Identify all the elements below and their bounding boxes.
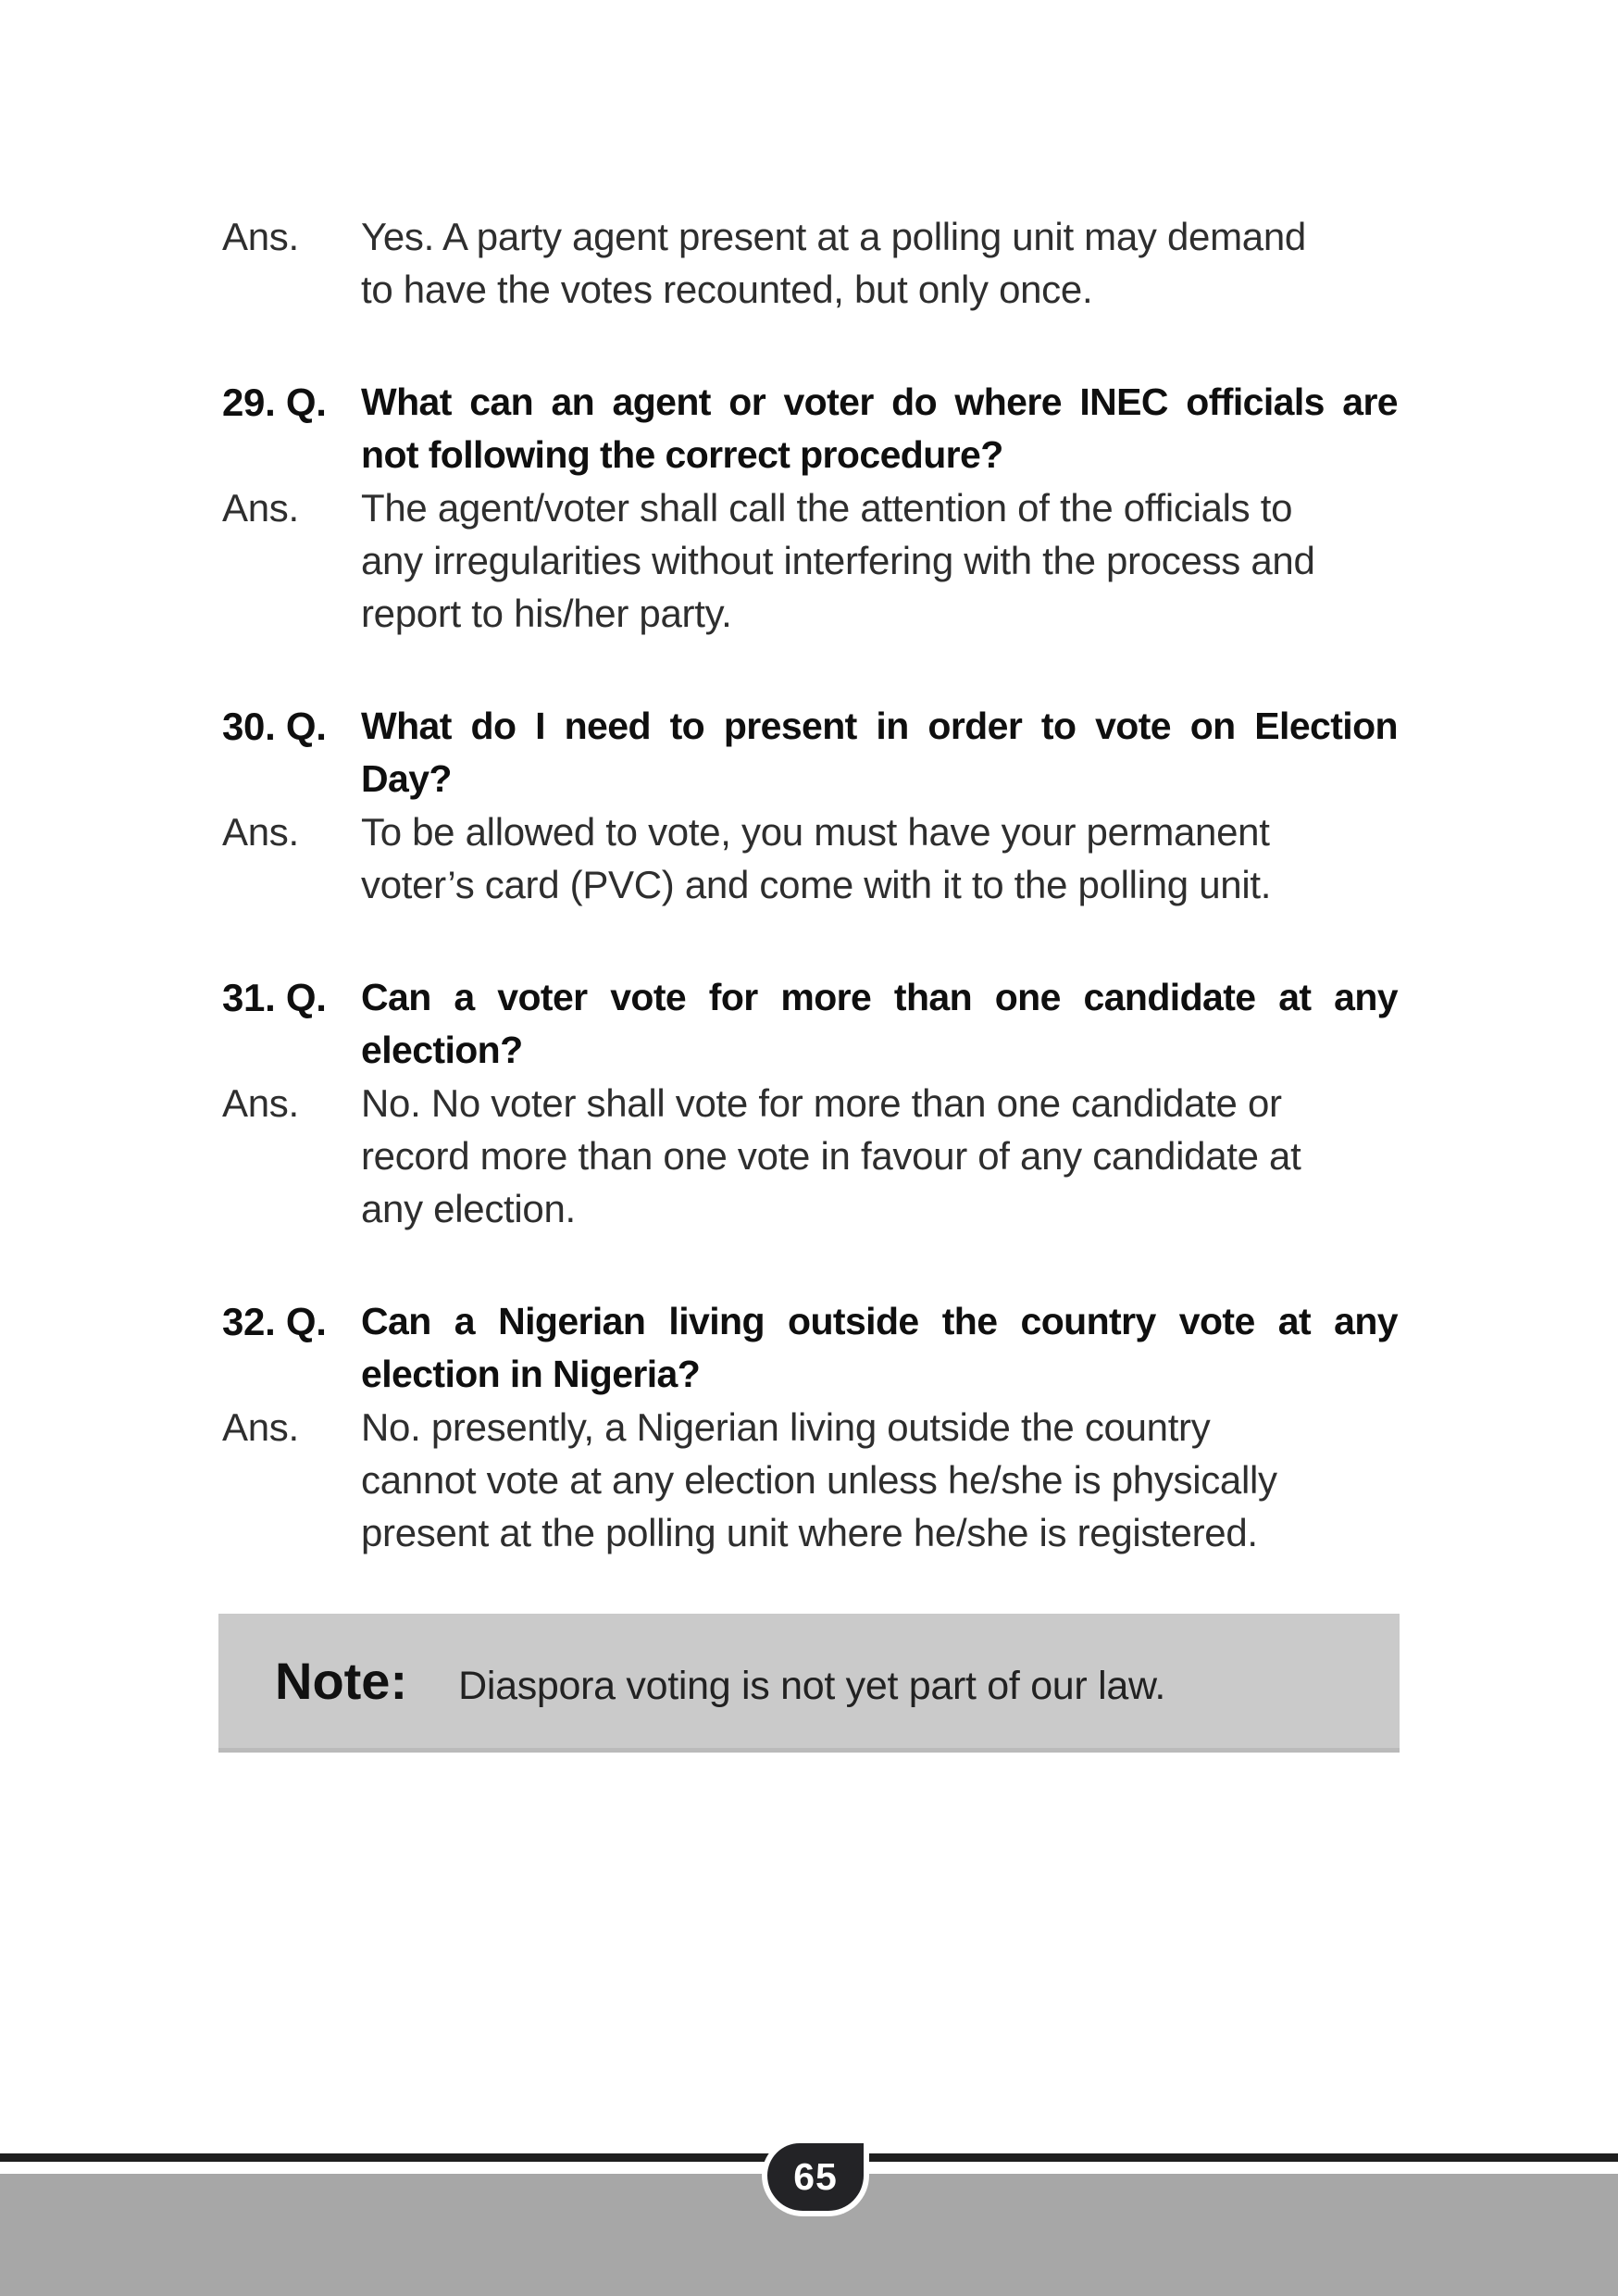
answer-row-30 [222, 805, 1398, 911]
answer-body [361, 1077, 1398, 1235]
answer-line: voter’s card (PVC) and come with it to the polling unit. [361, 863, 1272, 906]
answer-line: record more than one vote in favour of any candidate at [361, 1134, 1301, 1178]
answer-label: Ans. [222, 486, 299, 530]
question-row-29 [222, 376, 1398, 481]
question-line: Can a Nigerian living outside the country vote at any [361, 1300, 1398, 1342]
question-row-32 [222, 1295, 1398, 1401]
question-line: election? [361, 1029, 523, 1071]
answer-line: cannot vote at any election unless he/she is physically [361, 1458, 1277, 1502]
answer-line: report to his/her party. [361, 592, 732, 635]
question-row-31 [222, 971, 1398, 1077]
answer-line: No. presently, a Nigerian living outside the country [361, 1405, 1211, 1449]
answer-row-28 [222, 210, 1398, 316]
page-number-badge [767, 2143, 864, 2211]
answer-row-32 [222, 1401, 1398, 1559]
answer-body [361, 1401, 1398, 1559]
qa-content [222, 210, 1398, 1559]
answer-label: Ans. [222, 215, 299, 258]
page-number: 65 [793, 2155, 838, 2198]
answer-line: To be allowed to vote, you must have your permanent [361, 810, 1270, 854]
answer-body [361, 210, 1398, 316]
answer-row-29 [222, 481, 1398, 640]
question-label: 32. Q. [222, 1300, 327, 1343]
question-body [361, 376, 1398, 481]
question-label: 29. Q. [222, 381, 327, 424]
question-body [361, 700, 1398, 805]
answer-line: any election. [361, 1187, 576, 1230]
question-body [361, 971, 1398, 1077]
question-label: 31. Q. [222, 976, 327, 1019]
question-line: What can an agent or voter do where INEC officials are [361, 381, 1398, 423]
answer-label: Ans. [222, 1081, 299, 1125]
answer-line: present at the polling unit where he/she is registered. [361, 1511, 1258, 1554]
note-label: Note: [275, 1652, 408, 1710]
answer-body [361, 481, 1398, 640]
answer-body [361, 805, 1398, 911]
answer-line: any irregularities without interfering with the process and [361, 539, 1315, 582]
answer-line: Yes. A party agent present at a polling unit may demand [361, 215, 1306, 258]
question-row-30 [222, 700, 1398, 805]
question-line: election in Nigeria? [361, 1353, 701, 1395]
answer-line: to have the votes recounted, but only once. [361, 268, 1093, 311]
question-body [361, 1295, 1398, 1401]
question-line: not following the correct procedure? [361, 433, 1003, 476]
answer-line: The agent/voter shall call the attention of the officials to [361, 486, 1293, 530]
question-label: 30. Q. [222, 705, 327, 748]
note-box [218, 1614, 1400, 1753]
question-line: What do I need to present in order to vote on Election [361, 705, 1398, 747]
answer-label: Ans. [222, 810, 299, 854]
answer-line: No. No voter shall vote for more than one candidate or [361, 1081, 1282, 1125]
answer-row-31 [222, 1077, 1398, 1235]
question-line: Can a voter vote for more than one candidate at any [361, 976, 1398, 1018]
answer-label: Ans. [222, 1405, 299, 1449]
note-text: Diaspora voting is not yet part of our law. [458, 1664, 1165, 1708]
question-line: Day? [361, 757, 452, 800]
